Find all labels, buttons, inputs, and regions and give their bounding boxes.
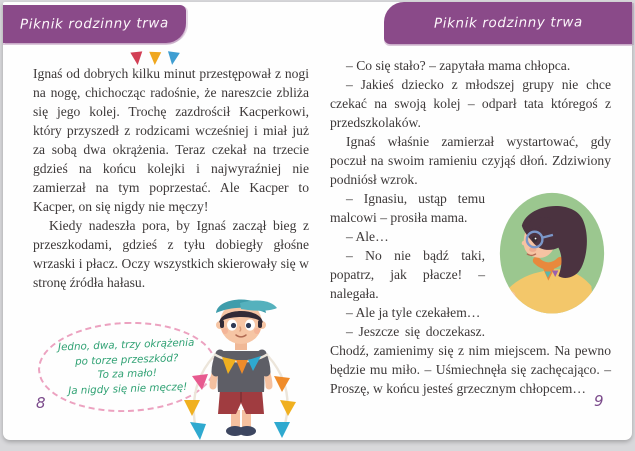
bubble-line: Ja nigdy się nie męczę! (67, 380, 188, 397)
boy-illustration (180, 292, 302, 442)
bubble-line: To za mało! (97, 366, 158, 382)
page-number-right: 9 (594, 392, 604, 410)
right-page-text (330, 56, 611, 398)
paragraph: – Jeszcze się doczekasz. Chodź, zamienimy się z nim miejscem. Na pewno będzie mu miło. – Uśmiechnęła się zachęcająco. – Proszę, w końcu jesteś grzecznym chłopcem… (330, 324, 611, 396)
right-header-banner (384, 2, 632, 44)
paragraph: – Ale ja tyle czekałem… (346, 305, 481, 320)
paragraph: Ignaś od dobrych kilku minut przestępował z nogi na nogę, chichocząc radośnie, że nareszcie zbliża się jego kolej. Trochę zazdrościł Kacperkowi, który przyszedł z rodzicami wcześniej i miał już za sobą dwa okrążenia. Teraz czekał na trzecie gdzieś na końcu kolejki i najwyraźniej nie zamierzał na tym poprzestać. Ale Kacper to Kacper, on się nigdy nie męczy! (33, 66, 309, 214)
page-number-left: 8 (36, 394, 46, 412)
bubble-line: Jedno, dwa, trzy okrążenia (57, 336, 195, 354)
book-spread (3, 2, 632, 440)
paragraph: Kiedy nadeszła pora, by Ignaś zaczął bieg z przeszkodami, gdzieś z tyłu dobiegły głośne wrzaski i płacz. Oczy wszystkich skierowały się w stronę źródła hałasu. (33, 218, 309, 290)
left-page-text (33, 64, 309, 292)
left-header-title: Piknik rodzinny trwa (19, 15, 170, 33)
right-header-title: Piknik rodzinny trwa (433, 14, 583, 32)
paragraph: – Jakieś dziecko z młodszej grupy nie chce czekać na swoją kolej – odparł tata któregoś z przedszkolaków. (330, 77, 611, 130)
paragraph: – Ale… (346, 229, 389, 244)
paragraph: Ignaś właśnie zamierzał wystartować, gdy poczuł na swoim ramieniu czyjąś dłoń. Zdziwiony podniósł wzrok. (330, 134, 611, 187)
left-header-banner (3, 5, 186, 43)
paragraph: – No nie bądź taki, popatrz, jak płacze! – nalegała. (330, 248, 485, 301)
paragraph: – Ignasiu, ustąp temu malcowi – prosiła mama. (330, 191, 485, 225)
bubble-line: po torze przeszkód? (74, 351, 179, 368)
paragraph: – Co się stało? – zapytała mama chłopca. (346, 58, 571, 73)
woman-illustration (493, 191, 611, 319)
